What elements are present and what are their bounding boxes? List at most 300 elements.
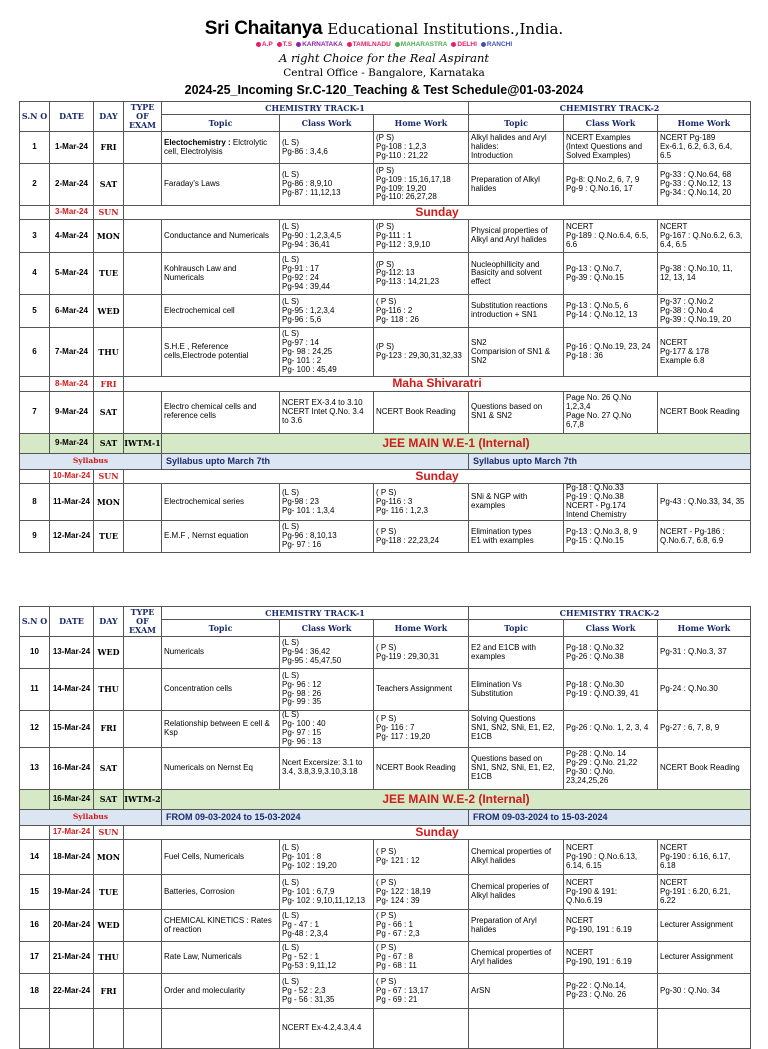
cell-line: Pg- 101 : 1,3,4 — [282, 505, 335, 515]
t2-homework-cell — [658, 295, 751, 328]
cell-line: Pg-53 : 9,11,12 — [282, 961, 337, 971]
cell-line: SNi & NGP with — [471, 492, 528, 502]
cell-line: Electrochemical cell — [164, 305, 235, 315]
table-row — [20, 164, 751, 206]
brand-sub: Educational Institutions.,India. — [327, 20, 564, 38]
table-row — [20, 747, 751, 789]
t2-homework-cell — [658, 747, 751, 789]
t2-classwork-cell — [564, 637, 658, 669]
cell-line: (L S) — [282, 710, 300, 719]
t1-topic-header: Topic — [162, 620, 280, 637]
t1-topic-cell — [162, 669, 280, 711]
t1-classwork-cell — [280, 910, 374, 942]
t2-topic-cell — [469, 164, 564, 206]
t1-homework-cell — [374, 747, 469, 789]
sno-header: S.N O — [20, 607, 50, 637]
state-label: KARNATAKA — [302, 41, 343, 48]
cell-line: Q.No.6.19 — [566, 895, 603, 905]
schedule-table-2 — [19, 606, 751, 1049]
cell-line: NCERT EX-3.4 to 3.10 — [282, 397, 363, 407]
table-row — [20, 132, 751, 164]
bullet-dot-icon — [256, 42, 261, 47]
cell-line: Pg- 97 : 15 — [282, 727, 322, 737]
cell-line: NCERT — [566, 877, 594, 887]
track-1-header: CHEMISTRY TRACK-1 — [162, 102, 469, 115]
t2-homework-cell — [658, 840, 751, 875]
type-header: TYPE OF EXAM — [124, 607, 162, 637]
cell-line: Pg-108 : 1,2,3 — [376, 142, 427, 152]
table-row — [20, 295, 751, 328]
cell-line: Pg - 52 : 1 — [282, 952, 319, 962]
holiday-row — [20, 469, 751, 483]
type-cell — [124, 391, 162, 433]
cell-line: Pg-15 : Q.No.15 — [566, 535, 624, 545]
day-cell: SUN — [94, 825, 124, 839]
holiday-label: Sunday — [124, 206, 751, 220]
day-cell: SAT — [94, 747, 124, 789]
t2-classwork-cell — [564, 747, 658, 789]
cell-line: NCERT — [660, 338, 688, 347]
cell-line: NCERT — [660, 877, 688, 887]
t1-classwork-cell — [280, 328, 374, 377]
cell-line: Pg-190 : Q.No.6.13, — [566, 851, 638, 861]
track-1-header: CHEMISTRY TRACK-1 — [162, 607, 469, 620]
cell-line: Pg- 117 : 19,20 — [376, 732, 431, 742]
type-cell — [124, 747, 162, 789]
syllabus-label: Syllabus — [20, 453, 162, 469]
type-cell — [124, 669, 162, 711]
type-cell — [124, 875, 162, 910]
day-cell: THU — [94, 669, 124, 711]
state-label: TAMILNADU — [352, 41, 391, 48]
cell-line: Pg-167 : Q.No.6.2, 6.3, — [660, 230, 743, 240]
t1-topic-cell — [162, 974, 280, 1009]
day-cell: TUE — [94, 521, 124, 553]
cell-line: E2 and E1CB with — [471, 642, 536, 652]
cell-line: Pg-39 : Q.No.15 — [566, 272, 624, 282]
t1-homework-cell — [374, 1009, 469, 1049]
sno-cell: 5 — [20, 295, 50, 328]
cell-line: ( P S) — [376, 642, 397, 652]
date-cell: 7-Mar-24 — [50, 328, 94, 377]
cell-line: Pg-18 : Q.No.33 — [566, 483, 624, 493]
exam-type-cell: IWTM-1 — [124, 433, 162, 453]
cell-line: NCERT Book Reading — [660, 762, 740, 772]
t2-classwork-cell — [564, 840, 658, 875]
bullet-dot-icon — [481, 42, 486, 47]
t2-homework-cell — [658, 875, 751, 910]
cell-line: (L S) — [282, 222, 300, 231]
type-cell — [124, 840, 162, 875]
cell-line: Pg- 101 : 6,7,9 — [282, 886, 335, 896]
t1-classwork-cell — [280, 132, 374, 164]
cell-line: Pg- 118 : 26 — [376, 314, 419, 324]
sno-cell — [20, 825, 50, 839]
sno-cell — [20, 377, 50, 391]
t1-syllabus: FROM 09-03-2024 to 15-03-2024 — [162, 809, 469, 825]
cell-line: Pg-22 : Q.No.14, — [566, 981, 627, 991]
cell-line: Electro chemical cells and — [164, 402, 257, 412]
day-cell: MON — [94, 840, 124, 875]
date-header: DATE — [50, 607, 94, 637]
state-ranchi — [481, 41, 512, 48]
t2-classwork-cell — [564, 295, 658, 328]
state-ap — [256, 41, 273, 48]
cell-line: 6.18 — [660, 860, 676, 870]
cell-line: Pg - 69 : 21 — [376, 994, 418, 1004]
cell-line: Pg-34 : Q.No.14, 20 — [660, 187, 732, 197]
table-row — [20, 391, 751, 433]
cell-line: Pg-111 : 1 — [376, 230, 412, 240]
cell-line: (L S) — [282, 911, 300, 921]
cell-line: Pg-18 : Q.No.32 — [566, 642, 624, 652]
t2-topic-cell — [469, 295, 564, 328]
cell-line: (L S) — [282, 329, 300, 339]
state-label: A.P — [261, 41, 273, 48]
cell-line: Ncert Excersize: 3.1 to — [282, 758, 363, 768]
sno-cell — [20, 433, 50, 453]
table-row — [20, 253, 751, 295]
cell-line: Pg-13 : Q.No.7, — [566, 263, 622, 273]
cell-line: ( P S) — [376, 526, 397, 536]
cell-line: Ksp — [164, 727, 178, 737]
state-label: RANCHI — [486, 41, 513, 48]
holiday-row — [20, 206, 751, 220]
cell-line: E1 with examples — [471, 535, 534, 545]
cell-line: Comparision of SN1 & — [471, 346, 551, 356]
t2-topic-cell — [469, 328, 564, 377]
exam-type-cell: IWTM-2 — [124, 789, 162, 809]
cell-line: 1,2,3,4 — [566, 402, 591, 412]
t1-homework-cell — [374, 164, 469, 206]
cell-line: Pg-38 : Q.No.4 — [660, 305, 714, 315]
cell-line: Solved Examples) — [566, 150, 631, 160]
t1-topic-cell — [162, 747, 280, 789]
state-maharastra — [395, 41, 448, 48]
state-list — [0, 41, 768, 48]
t2-homework-cell — [658, 484, 751, 521]
cell-line: Basicity and solvent — [471, 268, 542, 278]
cell-line: Rate Law, Numericals — [164, 952, 242, 962]
cell-line: Pg- 116 : 7 — [376, 723, 415, 733]
institution-name — [0, 18, 768, 40]
cell-line: Pg- 96 : 12 — [282, 679, 322, 689]
cell-line: 6.6 — [566, 239, 578, 249]
t1-homework-header: Home Work — [374, 620, 469, 637]
cell-line: Pg-112: 13 — [376, 268, 415, 278]
t1-homework-cell — [374, 253, 469, 295]
t1-topic-cell — [162, 942, 280, 974]
cell-line: Solving Questions — [471, 714, 536, 724]
t2-classwork-cell — [564, 910, 658, 942]
t1-topic-cell — [162, 164, 280, 206]
sno-cell: 12 — [20, 711, 50, 748]
cell-line: effect — [471, 277, 491, 287]
sno-cell: 1 — [20, 132, 50, 164]
date-cell: 22-Mar-24 — [50, 974, 94, 1009]
cell-line: S.H.E , Reference — [164, 342, 229, 352]
cell-line: Pg-16 : Q.No.19, 23, 24 — [566, 342, 651, 352]
tagline: A right Choice for the Real Aspirant — [279, 51, 489, 65]
t1-classwork-cell — [280, 840, 374, 875]
cell-line: Pg-92 : 24 — [282, 272, 319, 282]
t1-topic-cell — [162, 484, 280, 521]
cell-line: Pg-13 : Q.No.5, 6 — [566, 301, 629, 311]
cell-line: Pg-9 : Q.No.16, 17 — [566, 183, 633, 193]
t2-topic-cell — [469, 974, 564, 1009]
cell-line: NCERT - Pg.174 — [566, 501, 626, 511]
cell-line: NCERT Book Reading — [376, 406, 456, 416]
t2-topic-cell — [469, 840, 564, 875]
date-cell: 9-Mar-24 — [50, 433, 94, 453]
cell-line: Batteries, Corrosion — [164, 886, 235, 896]
holiday-row — [20, 377, 751, 391]
t1-classwork-cell — [280, 974, 374, 1009]
syllabus-label: Syllabus — [20, 809, 162, 825]
cell-line: Pg-110 : 21,22 — [376, 150, 428, 160]
t1-topic-cell — [162, 295, 280, 328]
date-cell: 14-Mar-24 — [50, 669, 94, 711]
t1-classwork-cell — [280, 521, 374, 553]
cell-line: Electrochemical series — [164, 496, 245, 506]
t1-topic-header: Topic — [162, 115, 280, 132]
bullet-dot-icon — [296, 42, 301, 47]
day-cell: SUN — [94, 469, 124, 483]
date-cell: 21-Mar-24 — [50, 942, 94, 974]
cell-line: Chemical properties of — [471, 947, 552, 957]
t1-homework-cell — [374, 521, 469, 553]
t2-classwork-cell — [564, 942, 658, 974]
cell-line: examples — [471, 651, 506, 661]
cell-line: (P S) — [376, 165, 395, 175]
table-row — [20, 840, 751, 875]
cell-line: 3.4, 3.8,3.9,3.10,3.18 — [282, 767, 358, 777]
sno-cell — [20, 206, 50, 220]
cell-line: Example 6.8 — [660, 355, 705, 365]
type-cell — [124, 328, 162, 377]
t2-classwork-cell — [564, 132, 658, 164]
t1-classwork-cell — [280, 164, 374, 206]
state-delhi — [451, 41, 477, 48]
sno-cell: 7 — [20, 391, 50, 433]
t2-topic-cell — [469, 132, 564, 164]
cell-line: Pg-23 : Q.No. 26 — [566, 990, 627, 1000]
bullet-dot-icon — [277, 42, 282, 47]
type-header: TYPE OF EXAM — [124, 102, 162, 132]
t1-classwork-header: Class Work — [280, 115, 374, 132]
cell-line: Pg - 66 : 1 — [376, 920, 413, 930]
sno-cell — [20, 1009, 50, 1049]
t2-classwork-cell — [564, 875, 658, 910]
t2-homework-cell — [658, 328, 751, 377]
t2-classwork-cell — [564, 1009, 658, 1049]
sno-cell — [20, 469, 50, 483]
cell-line: NCERT Book Reading — [376, 762, 456, 772]
sno-cell: 14 — [20, 840, 50, 875]
t1-homework-cell — [374, 132, 469, 164]
holiday-label: Sunday — [124, 469, 751, 483]
cell-line: (P S) — [376, 342, 395, 352]
t1-classwork-cell — [280, 484, 374, 521]
cell-line: SN2 — [471, 355, 487, 365]
cell-line: Relationship between E cell & — [164, 718, 270, 728]
cell-line: Pg-18 : Q.No.30 — [566, 679, 624, 689]
holiday-label: Maha Shivaratri — [124, 377, 751, 391]
t2-topic-cell — [469, 253, 564, 295]
t1-syllabus: Syllabus upto March 7th — [162, 453, 469, 469]
holiday-label: Sunday — [124, 825, 751, 839]
t2-homework-cell — [658, 521, 751, 553]
cell-line: Lecturer Assignment — [660, 952, 733, 962]
cell-line: Numericals on Nernst Eq — [164, 762, 253, 772]
date-cell: 10-Mar-24 — [50, 469, 94, 483]
date-cell: 16-Mar-24 — [50, 789, 94, 809]
cell-line: Fuel Cells, Numericals — [164, 851, 245, 861]
cell-line: NCERT — [660, 842, 688, 852]
cell-line: Pg-18 : 36 — [566, 351, 603, 361]
cell-line: 6.4, 6.5 — [660, 239, 687, 249]
cell-line: SN1, SN2, SNi, E1, E2, — [471, 762, 555, 772]
cell-line: ( P S) — [376, 297, 397, 306]
t2-homework-cell — [658, 253, 751, 295]
table-row — [20, 521, 751, 553]
cell-line: Pg- 122 : 18,19 — [376, 886, 431, 896]
cell-line: Pg-19 : Q.NO.39, 41 — [566, 688, 639, 698]
type-cell — [124, 253, 162, 295]
cell-line: Questions based on — [471, 402, 543, 412]
cell-line: Pg-110: 26,27,28 — [376, 192, 437, 202]
cell-line: Pg-94 : 36,42 — [282, 647, 331, 657]
cell-line: Pg - 67 : 2,3 — [376, 929, 420, 939]
exam-row — [20, 433, 751, 453]
t2-classwork-cell — [564, 253, 658, 295]
day-cell: SAT — [94, 433, 124, 453]
day-cell — [94, 1009, 124, 1049]
cell-line: Pg-94 : 39,44 — [282, 281, 331, 291]
cell-line: Pg-96 : 8,10,13 — [282, 531, 337, 541]
cell-line: Preparation of Aryl — [471, 915, 537, 925]
cell-line: NCERT — [566, 222, 594, 231]
cell-line: Pg-116 : 2 — [376, 305, 413, 315]
t2-topic-header: Topic — [469, 620, 564, 637]
day-cell: WED — [94, 910, 124, 942]
t1-topic-cell — [162, 391, 280, 433]
t1-homework-cell — [374, 942, 469, 974]
cell-line: (P S) — [376, 222, 395, 231]
t2-topic-cell — [469, 391, 564, 433]
cell-line: Aryl halides — [471, 956, 513, 966]
t1-topic-cell — [162, 840, 280, 875]
t1-classwork-cell — [280, 637, 374, 669]
cell-line: Pg - 67 : 13,17 — [376, 985, 429, 995]
cell-line: Lecturer Assignment — [660, 920, 733, 930]
cell-line: Pg- 121 : 12 — [376, 856, 420, 866]
cell-line: Pg-190, 191 : 6.19 — [566, 924, 632, 934]
cell-line: Conductance and Numericals — [164, 230, 269, 240]
cell-line: Pg-24 : Q.No.30 — [660, 684, 718, 694]
sno-cell: 17 — [20, 942, 50, 974]
cell-line: Pg- 97 : 16 — [282, 540, 322, 550]
t2-topic-cell — [469, 484, 564, 521]
table-row — [20, 637, 751, 669]
t2-classwork-cell — [564, 484, 658, 521]
cell-line: Pg-38 : Q.No.10, 11, — [660, 263, 733, 273]
state-karnataka — [296, 41, 343, 48]
cell-line: Pg-91 : 17 — [282, 263, 319, 273]
t1-topic-cell — [162, 132, 280, 164]
cell-line: Elimination types — [471, 526, 532, 536]
topic-rest: Elctrolytic cell, Electrolyisis — [164, 137, 268, 156]
t2-topic-cell — [469, 910, 564, 942]
cell-line: Pg-190 : 6.16, 6.17, — [660, 851, 731, 861]
cell-line: 6,7,8 — [566, 420, 584, 430]
cell-line: Pg- 101 : 8 — [282, 851, 322, 861]
holiday-row — [20, 825, 751, 839]
t2-homework-cell — [658, 132, 751, 164]
cell-line: ( P S) — [376, 487, 397, 497]
t2-classwork-header: Class Work — [564, 620, 658, 637]
t2-classwork-cell — [564, 711, 658, 748]
t2-homework-cell — [658, 910, 751, 942]
schedule-title: 2024-25_Incoming Sr.C-120_Teaching & Test Schedule@01-03-2024 — [184, 83, 584, 97]
cell-line: NCERT Ex-4.2,4.3,4.4 — [282, 1023, 362, 1033]
table-row — [20, 910, 751, 942]
cell-line: Nucleophillicity and — [471, 259, 540, 269]
cell-line: Pg-189 : Q.No.6.4, 6.5, — [566, 230, 649, 240]
cell-line: Pg-8: Q.No.2, 6, 7, 9 — [566, 174, 640, 184]
cell-line: Pg-14 : Q.No.12, 13 — [566, 310, 638, 320]
syllabus-row — [20, 453, 751, 469]
cell-line: (L S) — [282, 255, 300, 265]
date-cell: 8-Mar-24 — [50, 377, 94, 391]
cell-line: 6.5 — [660, 150, 672, 160]
t2-classwork-cell — [564, 521, 658, 553]
date-cell: 12-Mar-24 — [50, 521, 94, 553]
cell-line: Faraday's Laws — [164, 179, 220, 189]
date-cell: 19-Mar-24 — [50, 875, 94, 910]
t2-homework-cell — [658, 669, 751, 711]
cell-line: Pg-177 & 178 — [660, 346, 709, 356]
day-cell: WED — [94, 295, 124, 328]
t1-classwork-cell — [280, 711, 374, 748]
cell-line: Q.No.6.7, 6.8, 6.9 — [660, 535, 724, 545]
day-cell: FRI — [94, 711, 124, 748]
cell-line: Pg- 102 : 19,20 — [282, 860, 337, 870]
cell-line: NCERT - Pg-186 : — [660, 526, 725, 536]
t2-topic-cell — [469, 747, 564, 789]
cell-line: cells,Electrode potential — [164, 351, 249, 361]
cell-line: (L S) — [282, 877, 300, 887]
cell-line: E.M.F , Nernst equation — [164, 531, 249, 541]
sno-cell: 4 — [20, 253, 50, 295]
cell-line: ( P S) — [376, 911, 397, 921]
office-address: Central Office - Bangalore, Karnataka — [283, 67, 485, 79]
cell-line: Pg- 98 : 24,25 — [282, 346, 333, 356]
cell-line: E1CB — [471, 771, 492, 781]
t2-topic-cell — [469, 942, 564, 974]
date-header: DATE — [50, 102, 94, 132]
t1-topic-cell — [162, 910, 280, 942]
cell-line: Pg - 68 : 11 — [376, 961, 417, 971]
cell-line: NCERT — [660, 222, 688, 231]
cell-line: Pg-29 : Q.No. 21,22 — [566, 758, 638, 768]
cell-line: Pg-191 : 6.20, 6.21, — [660, 886, 731, 896]
cell-line: Kohlrausch Law and — [164, 263, 237, 273]
cell-line: halides — [471, 183, 497, 193]
cell-line: (L S) — [282, 842, 300, 852]
t2-topic-cell — [469, 220, 564, 253]
cell-line: (L S) — [282, 943, 300, 953]
